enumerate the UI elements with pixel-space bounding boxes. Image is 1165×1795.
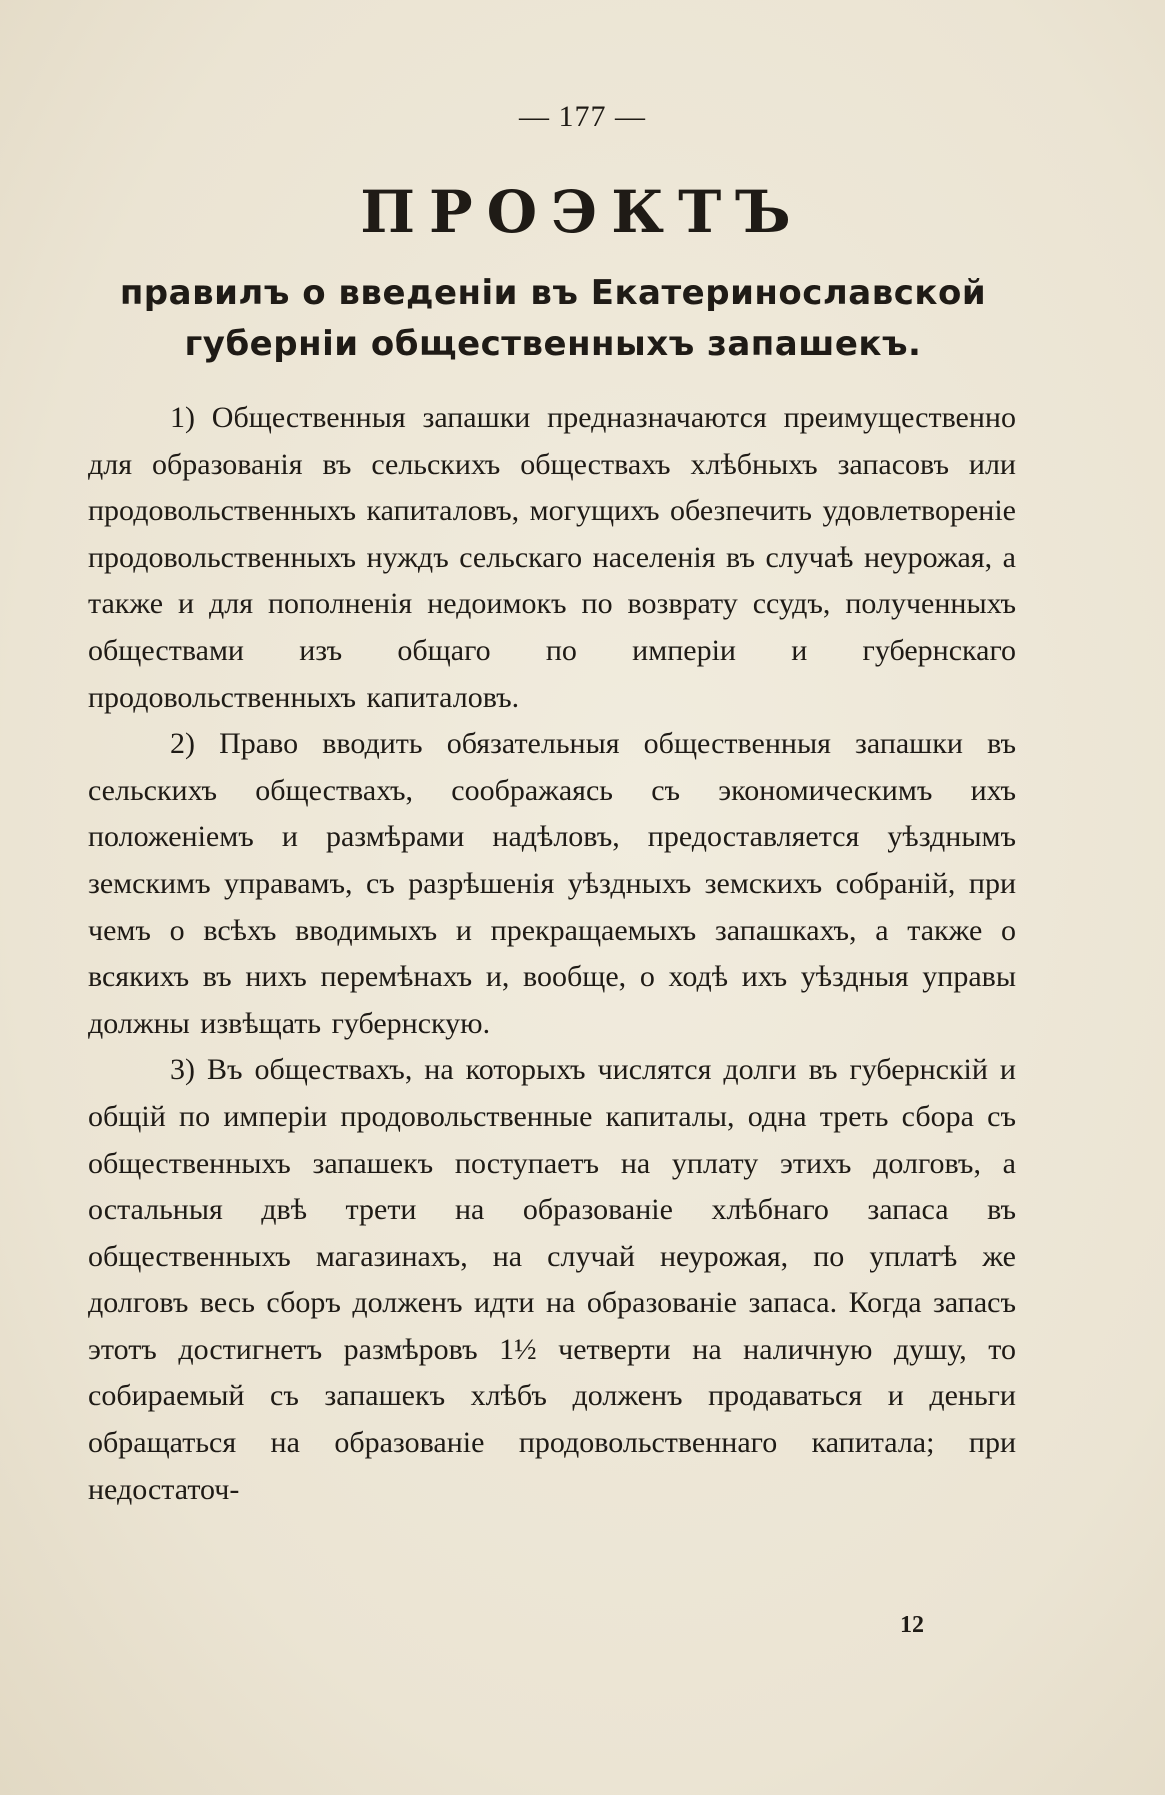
signature-mark: 12: [900, 1612, 924, 1638]
document-subtitle: правилъ о введеніи въ Екатеринославской губерніи общественныхъ запашекъ.: [119, 273, 987, 364]
document-title: ПРОЭКТЪ: [360, 178, 805, 246]
paragraph-3: 3) Въ обществахъ, на которыхъ числятся долги въ губернскій и общій по имперіи продовольственные капиталы, одна треть сбора съ общественныхъ запашекъ поступаетъ на уплату этихъ долговъ, а остальныя двѣ трети на образованіе хлѣбнаго запаса въ общественныхъ магазинахъ, на случай неурожая, по уплатѣ же долговъ весь сборъ долженъ идти на образованіе запаса. Когда запасъ этотъ достигнетъ размѣровъ 1½ четверти на наличную душу, то собираемый съ запашекъ хлѣбъ долженъ продаваться и деньги обращаться на образованіе продовольственнаго капитала; при недостаточ-: [88, 1053, 1016, 1506]
paragraph-1: 1) Общественныя запашки предназначаются преимущественно для образованія въ сельскихъ обществахъ хлѣбныхъ запасовъ или продовольственныхъ капиталовъ, могущихъ обезпечить удовлетвореніе продовольственныхъ нуждъ сельскаго населенія въ случаѣ неурожая, а также и для пополненія недоимокъ по возврату ссудъ, полученныхъ обществами изъ общаго по имперіи и губернскаго продовольственныхъ капиталовъ.: [88, 401, 1016, 714]
body-text: [88, 395, 1016, 1513]
page-number: — 177 —: [519, 100, 646, 133]
paragraph-2: 2) Право вводить обязательныя общественныя запашки въ сельскихъ обществахъ, соображаясь съ экономическимъ ихъ положеніемъ и размѣрами надѣловъ, предоставляется уѣзднымъ земскимъ управамъ, съ разрѣшенія уѣздныхъ земскихъ собраній, при чемъ о всѣхъ вводимыхъ и прекращаемыхъ запашкахъ, а также о всякихъ въ нихъ перемѣнахъ и, вообще, о ходѣ ихъ уѣздныя управы должны извѣщать губернскую.: [88, 727, 1016, 1040]
